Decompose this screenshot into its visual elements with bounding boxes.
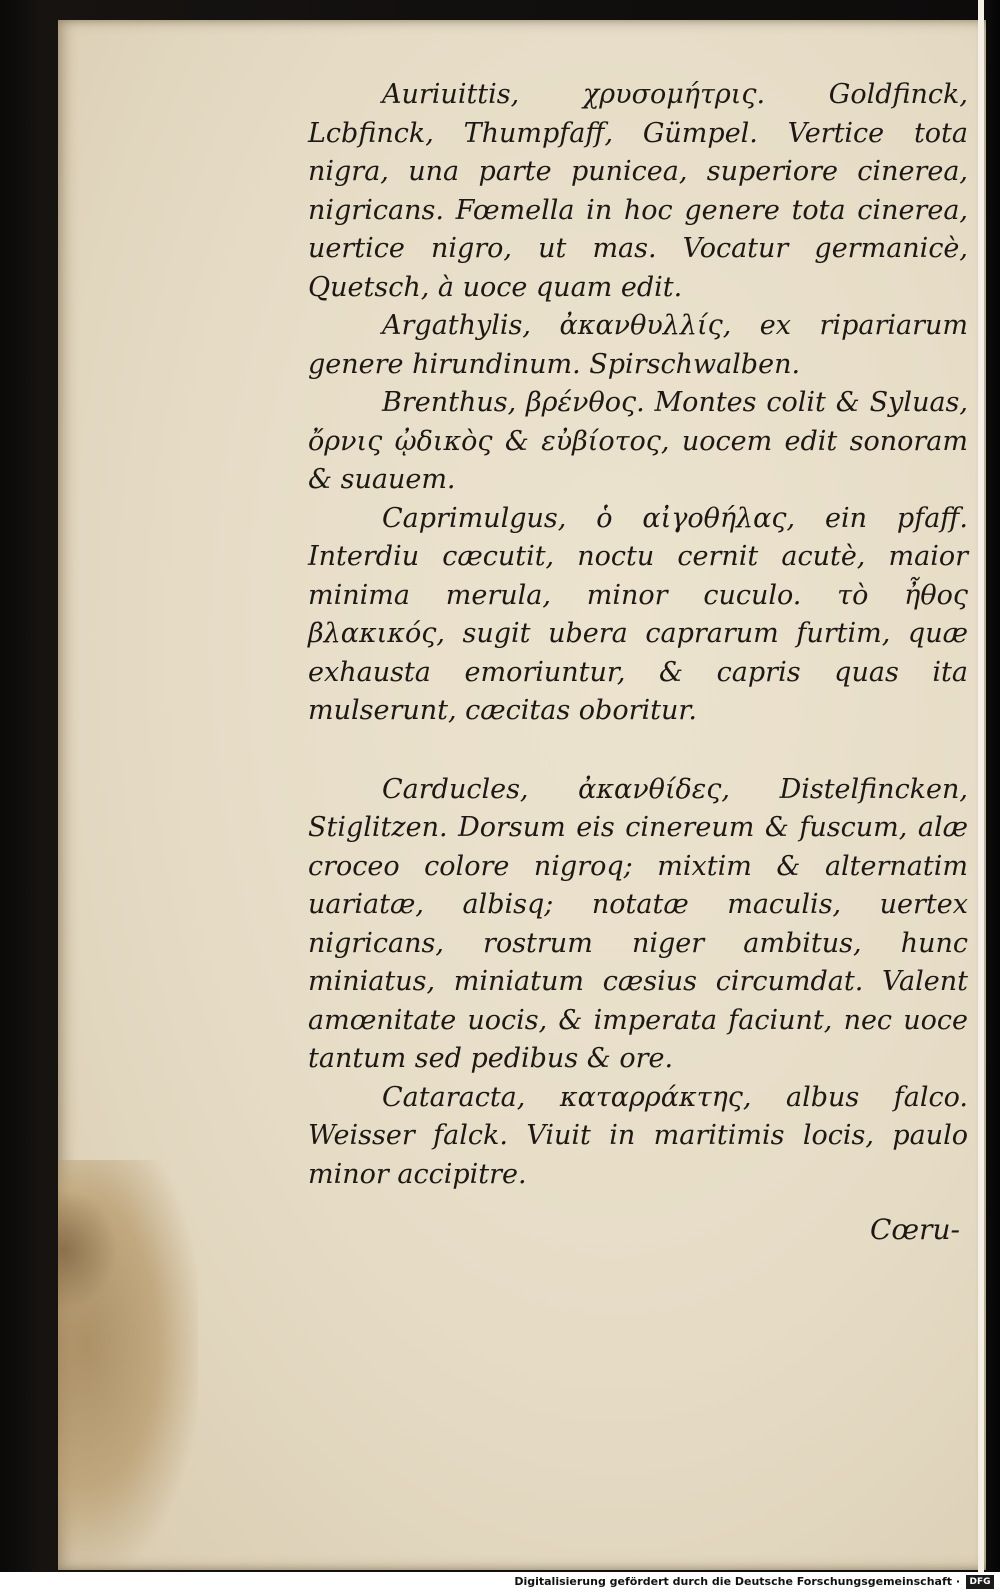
entry-cataracta: Cataracta, καταρράκτης, albus falco. Weisser falck. Viuit in maritimis locis, paulo minor accipitre. [308,1081,968,1190]
page-text [308,76,968,1194]
page-stain-dark [58,1190,118,1310]
entry-auriuittis: Auriuittis, χρυσομήτρις. Goldfinck, Lcbfinck, Thumpfaff, Gümpel. Vertice tota nigra, una parte punicea, superiore cinerea, nigricans. Fœmella in hoc genere tota cinerea, uertice nigro, ut mas. Vocatur germanicè, Quetsch, à uoce quam edit. [308,79,968,303]
entry-argathylis: Argathylis, ἀκανθυλλίς, ex ripariarum genere hirundinum. Spirschwalben. [308,310,968,380]
entry-brenthus: Brenthus, βρένθος. Montes colit & Syluas, ὄρνις ᾠδικὸς & εὐβίοτος, uocem edit sonoram & suauem. [308,387,968,495]
catchword: Cœru- [870,1213,960,1246]
footer-bar [0,1572,1000,1592]
entry-caprimulgus: Caprimulgus, ὁ αἰγοθήλας, ein pfaff. Interdiu cæcutit, noctu cernit acutè, maior minima merula, minor cuculo. τὸ ἦθος βλακικός, sugit ubera caprarum furtim, quæ exhausta emoriuntur, & capris quas ita mulserunt, cæcitas oboritur. [308,502,968,726]
entry-carducles: Carducles, ἀκανθίδες, Distelfincken, Stiglitzen. Dorsum eis cinereum & fuscum, alæ croceo colore nigroq; mixtim & alternatim uariatæ, albisq; notatæ maculis, uertex nigricans, rostrum niger ambitus, hunc miniatus, miniatum cæsius circumdat. Valent amœnitate uocis, & imperata faciunt, nec uoce tantum sed pedibus & ore. [308,773,968,1074]
footer-credit: Digitalisierung gefördert durch die Deutsche Forschungsgemeinschaft · [514,1575,960,1588]
dfg-logo: DFG [966,1575,994,1589]
page-edge [978,0,984,1572]
